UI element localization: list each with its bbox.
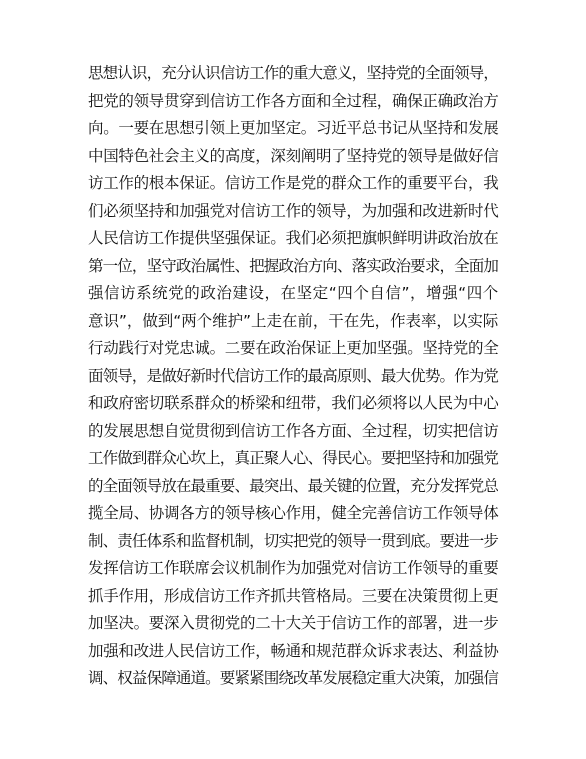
- text-line: 抓手作用，形成信访工作齐抓共管格局。三要在决策贯彻上更: [88, 586, 499, 605]
- text-line: 中国特色社会主义的高度，深刻阐明了坚持党的领导是做好信: [88, 146, 499, 165]
- text-line: 的全面领导放在最重要、最突出、最关键的位置，充分发挥党总: [88, 476, 498, 495]
- text-line: 向。一要在思想引领上更加坚定。习近平总书记从坚持和发展: [88, 119, 499, 137]
- text-line: 和政府密切联系群众的桥梁和纽带，我们必须将以人民为中心: [88, 394, 499, 412]
- text-line: 把党的领导贯穿到信访工作各方面和全过程，确保正确政治方: [88, 91, 499, 110]
- text-line: 的发展思想自觉贯彻到信访工作各方面、全过程，切实把信访: [88, 421, 499, 440]
- text-line: 发挥信访工作联席会议机制作为加强党对信访工作领导的重要: [88, 559, 499, 577]
- text-line: 揽全局、协调各方的领导核心作用，健全完善信访工作领导体: [88, 504, 499, 522]
- text-line: 制、责任体系和监督机制，切实把党的领导一贯到底。要进一步: [88, 531, 498, 550]
- text-line: 行动践行对党忠诚。二要在政治保证上更加坚强。坚持党的全: [88, 339, 499, 357]
- text-line: 面领导，是做好新时代信访工作的最高原则、最大优势。作为党: [88, 366, 498, 385]
- text-line: 访工作的根本保证。信访工作是党的群众工作的重要平台，我: [88, 174, 499, 192]
- text-line: 强信访系统党的政治建设，在坚定“四个自信”，增强“四个: [88, 284, 498, 302]
- text-line: 们必须坚持和加强党对信访工作的领导，为加强和改进新时代: [88, 201, 499, 220]
- text-line: 调、权益保障通道。要紧紧围绕改革发展稳定重大决策，加强信: [88, 669, 498, 687]
- body-text: [88, 60, 498, 693]
- text-line: 人民信访工作提供坚强保证。我们必须把旗帜鲜明讲政治放在: [88, 229, 499, 247]
- text-line: 思想认识，充分认识信访工作的重大意义，坚持党的全面领导，: [88, 64, 498, 82]
- text-line: 意识”，做到“两个维护”上走在前，干在先，作表率，以实际: [88, 311, 498, 330]
- text-line: 工作做到群众心坎上，真正聚人心、得民心。要把坚持和加强党: [88, 449, 498, 467]
- text-line: 加强和改进人民信访工作，畅通和规范群众诉求表达、利益协: [88, 641, 499, 660]
- text-line: 第一位，坚守政治属性、把握政治方向、落实政治要求，全面加: [88, 256, 498, 275]
- text-line: 加坚决。要深入贯彻党的二十大关于信访工作的部署，进一步: [88, 614, 499, 632]
